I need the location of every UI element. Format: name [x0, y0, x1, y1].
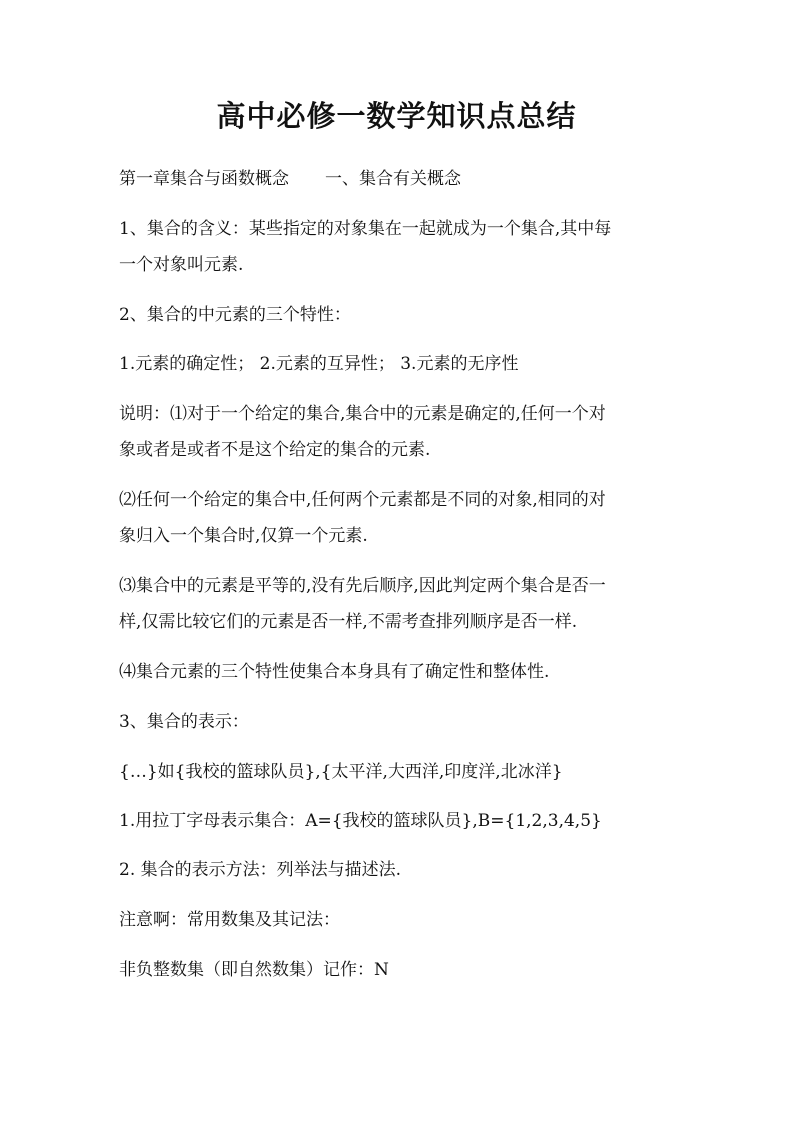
text-line: 说明：⑴对于一个给定的集合,集合中的元素是确定的,任何一个对: [119, 404, 606, 424]
paragraph-set-definition: [119, 211, 679, 283]
paragraph-note-3: [119, 568, 679, 640]
paragraph-number-sets-note: 注意啊：常用数集及其记法：: [119, 910, 340, 930]
paragraph-three-properties-heading: 2、集合的中元素的三个特性：: [119, 305, 351, 325]
section-title: 一、集合有关概念: [325, 169, 461, 189]
paragraph-note-1: [119, 396, 679, 468]
text-line: 一个对象叫元素.: [119, 255, 244, 275]
paragraph-note-4: ⑷集合元素的三个特性使集合本身具有了确定性和整体性.: [119, 662, 550, 682]
text-line: 象归入一个集合时,仅算一个元素.: [119, 526, 368, 546]
text-line: 象或者是或者不是这个给定的集合的元素.: [119, 440, 431, 460]
chapter-title: 第一章集合与函数概念: [119, 169, 289, 189]
paragraph-natural-numbers: 非负整数集（即自然数集）记作：N: [119, 960, 389, 980]
paragraph-latin-letters: 1.用拉丁字母表示集合：A={我校的篮球队员},B={1,2,3,4,5}: [119, 811, 602, 831]
paragraph-note-2: [119, 482, 679, 554]
document-title: 高中必修一数学知识点总结: [216, 99, 577, 133]
paragraph-representation-heading: 3、集合的表示：: [119, 712, 249, 732]
chapter-heading: [119, 161, 679, 197]
paragraph-representation-methods: 2. 集合的表示方法：列举法与描述法.: [119, 860, 402, 880]
paragraph-braces-example: {…}如{我校的篮球队员},{太平洋,大西洋,印度洋,北冰洋}: [119, 762, 563, 782]
text-line: ⑶集合中的元素是平等的,没有先后顺序,因此判定两个集合是否一: [119, 576, 606, 596]
paragraph-three-properties-list: 1.元素的确定性； 2.元素的互异性； 3.元素的无序性: [119, 354, 519, 374]
text-line: 样,仅需比较它们的元素是否一样,不需考查排列顺序是否一样.: [119, 612, 578, 632]
text-line: 1、集合的含义：某些指定的对象集在一起就成为一个集合,其中每: [119, 219, 612, 239]
text-line: ⑵任何一个给定的集合中,任何两个元素都是不同的对象,相同的对: [119, 490, 606, 510]
